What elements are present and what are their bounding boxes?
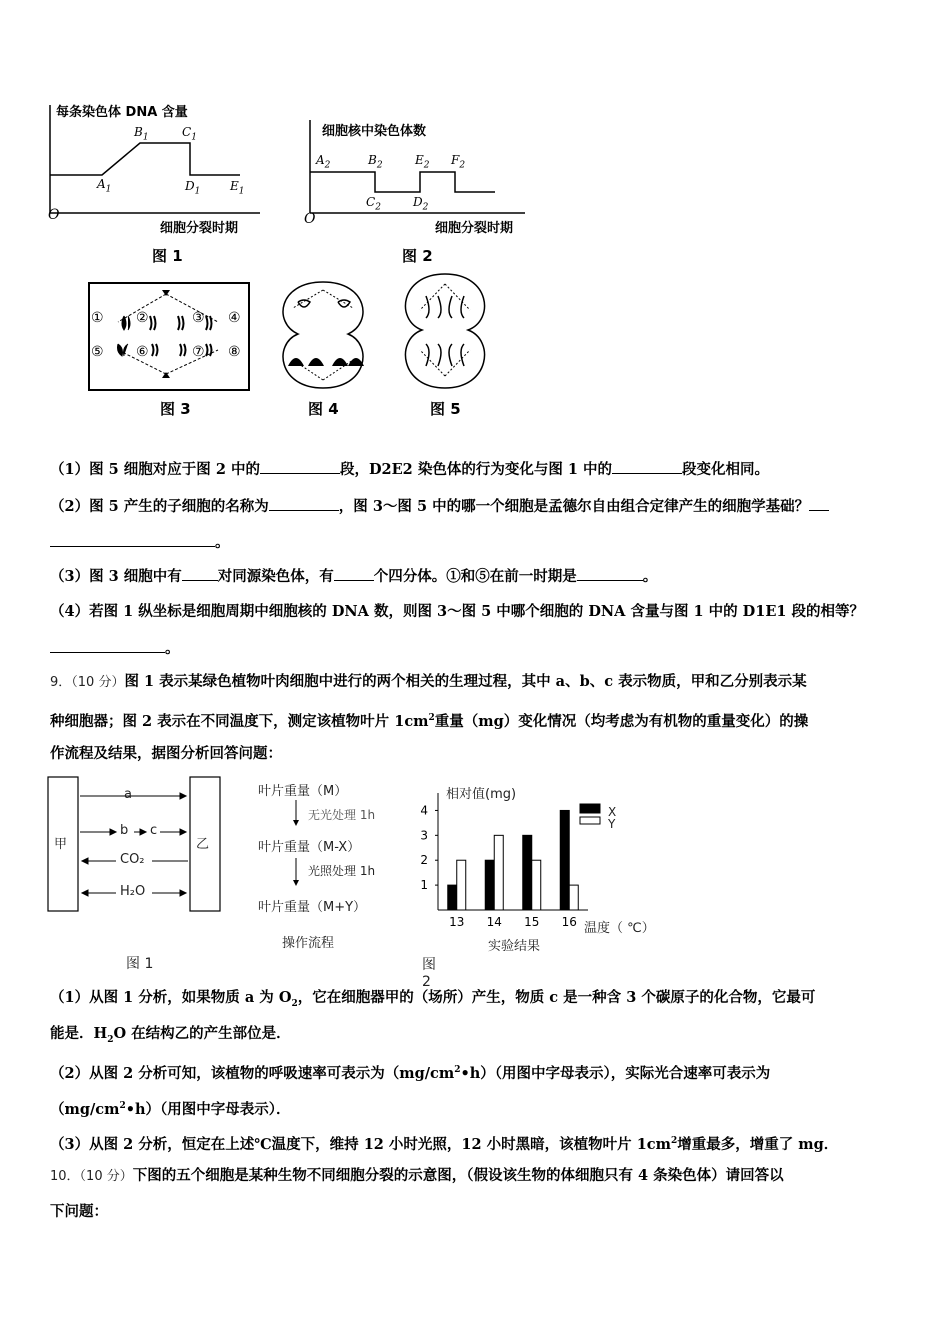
- q8-part2-cont: 。: [50, 532, 910, 553]
- figure-3-cell: [88, 282, 250, 392]
- arrow-label-co2: CO₂: [120, 852, 145, 867]
- figure-1: [40, 95, 270, 265]
- fig3-num-1: ①: [91, 310, 104, 326]
- chart-x-tick-label: 15: [524, 915, 540, 929]
- point-A1: $A_1$: [97, 177, 112, 195]
- point-C2: $C_2$: [366, 195, 381, 213]
- flow-step-1: 叶片重量（M）: [258, 784, 348, 799]
- legend-y-swatch: [580, 817, 600, 824]
- fig3-num-6: ⑥: [136, 344, 149, 360]
- q9-sub1-line1: （1）从图 1 分析，如果物质 a 为 $O_2$，它在细胞器甲的（场所）产生，物质 c 是一种含 3 个碳原子的化合物，它最可: [50, 989, 816, 1009]
- figure-4-cell: [268, 278, 378, 393]
- legend-x-label: X: [608, 805, 617, 819]
- fig3-num-7: ⑦: [192, 344, 205, 360]
- legend-y-label: Y: [608, 817, 616, 831]
- point-C1: $C_1$: [182, 125, 197, 143]
- arrow-label-b: b: [120, 823, 129, 838]
- bar-y-14: [494, 835, 503, 910]
- bar-y-15: [532, 860, 541, 910]
- q8-part4-cont: 。: [50, 638, 910, 659]
- figure-2: [300, 115, 540, 265]
- figure-1-xlabel: 细胞分裂时期: [160, 221, 239, 236]
- point-B1: $B_1$: [134, 125, 149, 143]
- q8-part3: （3）图 3 细胞中有 对同源染色体，有 个四分体。①和⑤在前一时期是 。: [50, 568, 658, 585]
- figure-2-origin: O: [304, 211, 316, 227]
- q10-stem-line2: 下问题：: [50, 1203, 108, 1220]
- q9-bar-chart: [410, 775, 670, 960]
- q8-blank-4a[interactable]: [809, 496, 829, 511]
- q8-blank-5[interactable]: [182, 566, 218, 581]
- figure-5: [390, 270, 500, 422]
- q9-figure-2-caption: 图 2: [422, 957, 436, 990]
- figure-3-caption: 图 3: [160, 400, 191, 418]
- point-F2: $F_2$: [451, 153, 466, 171]
- q9-flowchart: [258, 778, 436, 990]
- bar-x-16: [560, 810, 569, 910]
- chart-x-tick-label: 16: [561, 915, 577, 929]
- q9-figure-1-caption: 图 1: [126, 956, 154, 972]
- figure-1-caption: 图 1: [152, 247, 183, 265]
- q8-part1: （1）图 5 细胞对应于图 2 中的 段，D2E2 染色体的行为变化与图 1 中的 段变化相同。: [50, 461, 770, 478]
- chart-y-tick-label: 3: [420, 828, 428, 843]
- q9-number: 9．（10 分）: [50, 675, 125, 690]
- q8-blank-7[interactable]: [577, 566, 643, 581]
- q9-sub2-line2: $(mg/cm^2•h)$（用图中字母表示）．: [50, 1100, 291, 1118]
- q10-number: 10．（10 分）: [50, 1169, 133, 1184]
- figure-1-ylabel: 每条染色体 DNA 含量: [56, 105, 188, 120]
- q8-blank-1[interactable]: [260, 459, 340, 474]
- fig3-num-3: ③: [192, 310, 205, 326]
- fig3-num-5: ⑤: [91, 344, 104, 360]
- figure-5-caption: 图 5: [430, 400, 461, 418]
- chart-y-tick-label: 2: [420, 853, 428, 868]
- point-A2: $A_2$: [316, 153, 331, 171]
- q9-stem-line1: 9．（10 分）图 1 表示某绿色植物叶肉细胞中进行的两个相关的生理过程，其中 a、b、c 表示物质，甲和乙分别表示某: [50, 673, 807, 690]
- bar-y-13: [457, 860, 466, 910]
- fig3-num-4: ④: [228, 310, 241, 326]
- bar-y-16: [569, 885, 578, 910]
- figure-4-caption: 图 4: [308, 400, 339, 418]
- q8-blank-4b[interactable]: [50, 532, 215, 547]
- flow-title: 操作流程: [282, 936, 335, 951]
- flow-step-3: 叶片重量（M+Y）: [258, 900, 367, 915]
- arrow-label-c: c: [150, 823, 158, 838]
- chart-ylabel: 相对值(mg): [446, 787, 517, 802]
- q8-blank-6[interactable]: [334, 566, 374, 581]
- q8-part2: （2）图 5 产生的子细胞的名称为 ，图 3～图 5 中的哪一个细胞是孟德尔自由组合定律产生的细胞学基础？: [50, 496, 910, 517]
- bar-x-15: [523, 835, 532, 910]
- flow-step-2: 叶片重量（M-X）: [258, 840, 361, 855]
- figure-5-cell: [390, 270, 500, 392]
- chart-x-tick-label: 13: [449, 915, 465, 929]
- flow-process-2: 光照处理 1h: [308, 864, 376, 878]
- organelle-jia: 甲: [54, 837, 68, 852]
- flow-process-1: 无光处理 1h: [308, 808, 376, 822]
- q8-blank-8[interactable]: [50, 638, 165, 653]
- arrow-label-a: a: [124, 787, 132, 802]
- figure-1-origin: O: [48, 207, 60, 223]
- q9-sub1-line2: 能是．$H_2O$ 在结构乙的产生部位是．: [50, 1025, 291, 1045]
- q8-blank-3[interactable]: [269, 496, 339, 511]
- chart-title: 实验结果: [488, 939, 541, 954]
- fig3-num-2: ②: [136, 310, 149, 326]
- q9-stem-line2: 种细胞器；图 2 表示在不同温度下，测定该植物叶片 $1cm^2$重量（mg）变化情况（均考虑为有机物的重量变化）的操: [50, 712, 809, 730]
- point-E2: $E_2$: [415, 153, 430, 171]
- bar-x-13: [448, 885, 457, 910]
- figure-2-ylabel: 细胞核中染色体数: [322, 124, 427, 139]
- legend-x-swatch: [580, 804, 600, 813]
- arrow-label-h2o: H₂O: [120, 884, 146, 899]
- q8-blank-2[interactable]: [612, 459, 682, 474]
- chart-y-tick-label: 1: [420, 878, 428, 893]
- bar-x-14: [485, 860, 494, 910]
- figure-2-caption: 图 2: [402, 247, 433, 265]
- organelle-yi: 乙: [196, 837, 210, 852]
- point-B2: $B_2$: [368, 153, 383, 171]
- q9-figure-1: [46, 775, 226, 975]
- q9-sub2-line1: （2）从图 2 分析可知，该植物的呼吸速率可表示为$(mg/cm^2•h)$（用图中字母表示），实际光合速率可表示为: [50, 1064, 771, 1082]
- figure-4: [268, 278, 378, 422]
- q8-part4: （4）若图 1 纵坐标是细胞周期中细胞核的 DNA 数，则图 3～图 5 中哪个细胞的 DNA 含量与图 1 中的 D1E1 段的相等？: [50, 603, 865, 620]
- q9-stem-line3: 作流程及结果，据图分析回答问题：: [50, 745, 282, 762]
- chart-xlabel: 温度（ ℃）: [584, 921, 655, 936]
- fig3-num-8: ⑧: [228, 344, 241, 360]
- chart-y-tick-label: 4: [420, 803, 428, 818]
- figure-2-xlabel: 细胞分裂时期: [435, 221, 514, 236]
- point-D2: $D_2$: [413, 195, 429, 213]
- figure-3: [88, 282, 250, 422]
- q10-stem-line1: 10．（10 分）下图的五个细胞是某种生物不同细胞分裂的示意图，（假设该生物的体细胞只有 4 条染色体）请回答以: [50, 1167, 784, 1184]
- chart-x-tick-label: 14: [486, 915, 502, 929]
- q9-sub3: （3）从图 2 分析，恒定在上述℃温度下，维持 12 小时光照，12 小时黑暗，该植物叶片 $1cm^2$增重最多，增重了 mg．: [50, 1135, 839, 1153]
- point-E1: $E_1$: [230, 179, 245, 197]
- point-D1: $D_1$: [185, 179, 201, 197]
